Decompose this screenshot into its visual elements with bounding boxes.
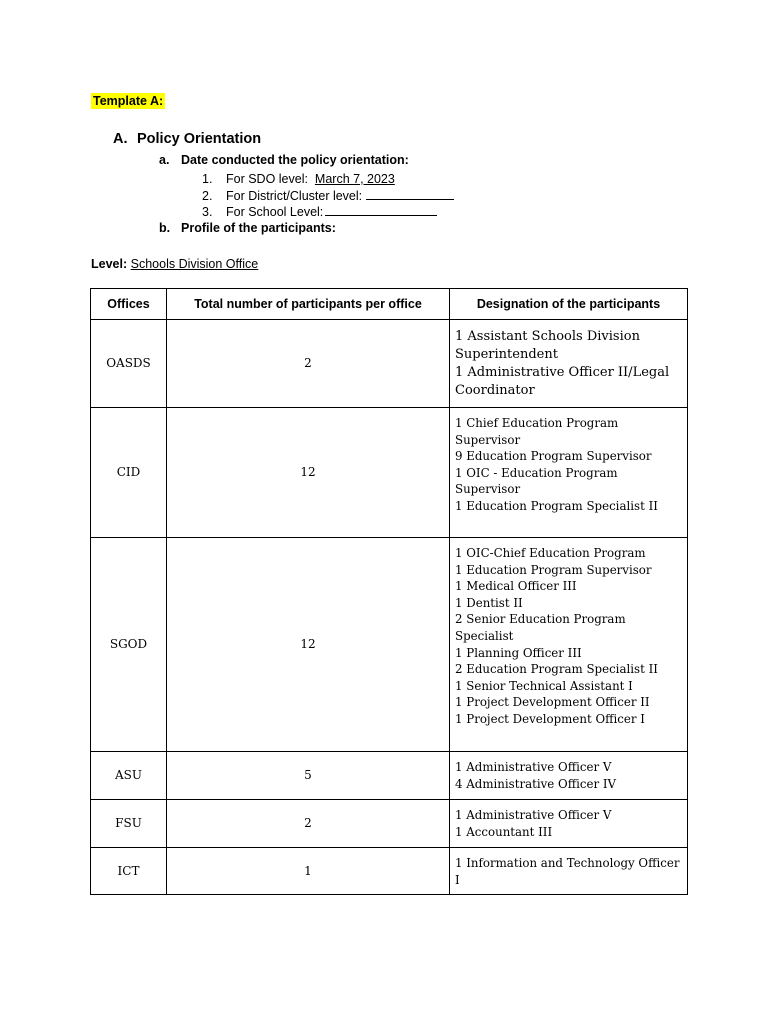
participants-table <box>90 288 688 895</box>
designation-line: 1 OIC - Education Program Supervisor <box>455 465 618 497</box>
designation-line: 1 Accountant III <box>455 824 553 839</box>
designation-line: 1 Project Development Officer II <box>455 695 650 710</box>
office-cell: OASDS <box>91 320 167 408</box>
office-cell: FSU <box>91 800 167 848</box>
date-item-school <box>202 204 454 221</box>
office-cell: SGOD <box>91 538 167 752</box>
total-cell: 5 <box>167 752 450 800</box>
designation-line: 1 Medical Officer III <box>455 579 577 594</box>
designation-line: 1 Administrative Officer V <box>455 760 612 774</box>
item-label: For School Level: <box>226 205 324 219</box>
designation-line: 1 OIC-Chief Education Program <box>455 546 646 560</box>
designation-cell <box>450 848 688 895</box>
item-label: For District/Cluster level: <box>226 188 363 203</box>
level-label: Level: <box>91 257 128 271</box>
table-row <box>91 800 688 848</box>
designation-line: 1 Education Program Supervisor <box>455 562 652 577</box>
designation-line: 1 Senior Technical Assistant I <box>455 678 633 693</box>
table-header-row <box>91 289 688 320</box>
designation-line: 4 Administrative Officer IV <box>455 776 617 791</box>
designation-line: 1 Administrative Officer II/Legal Coordinator <box>455 365 670 398</box>
office-cell: ASU <box>91 752 167 800</box>
designation-line: 1 Chief Education Program Supervisor <box>455 416 619 447</box>
date-items-list <box>202 171 454 221</box>
total-cell: 12 <box>167 538 450 752</box>
designation-line: 1 Planning Officer III <box>455 645 582 660</box>
subsection-a-title: Date conducted the policy orientation: <box>181 153 409 167</box>
level-line <box>91 257 258 271</box>
designation-line: 9 Education Program Supervisor <box>455 449 652 464</box>
designation-line: 1 Administrative Officer V <box>455 808 612 822</box>
office-cell: ICT <box>91 848 167 895</box>
table-row <box>91 408 688 538</box>
subsection-b-title: Profile of the participants: <box>181 221 336 235</box>
total-cell: 2 <box>167 320 450 408</box>
item-number: 2. <box>202 188 213 203</box>
header-designation: Designation of the participants <box>450 289 688 320</box>
designation-cell <box>450 800 688 848</box>
office-cell: CID <box>91 408 167 538</box>
template-label: Template A: <box>93 94 164 108</box>
total-cell: 1 <box>167 848 450 895</box>
designation-line: 2 Senior Education Program Specialist <box>455 612 626 643</box>
subsection-b-heading <box>159 221 336 235</box>
designation-cell <box>450 408 688 538</box>
district-date-blank <box>366 188 454 200</box>
table-row <box>91 320 688 408</box>
date-item-sdo <box>202 171 454 188</box>
designation-line: 1 Project Development Officer I <box>455 711 645 726</box>
designation-line: 2 Education Program Specialist II <box>455 662 658 677</box>
date-item-district <box>202 188 454 205</box>
designation-line: 1 Information and Technology Officer I <box>455 856 680 887</box>
subsection-b-letter: b. <box>159 221 171 235</box>
section-title: Policy Orientation <box>137 131 262 147</box>
school-date-blank <box>325 204 437 216</box>
level-value: Schools Division Office <box>130 257 259 271</box>
designation-line: 1 Dentist II <box>455 595 523 610</box>
item-label: For SDO level: <box>226 172 308 186</box>
header-total: Total number of participants per office <box>167 289 450 320</box>
total-cell: 2 <box>167 800 450 848</box>
table-row <box>91 752 688 800</box>
designation-cell <box>450 320 688 408</box>
table-row <box>91 538 688 752</box>
designation-cell <box>450 752 688 800</box>
total-cell: 12 <box>167 408 450 538</box>
section-letter: A. <box>113 131 128 147</box>
subsection-a-letter: a. <box>159 153 170 167</box>
designation-cell <box>450 538 688 752</box>
subsection-a-heading <box>159 153 409 167</box>
designation-line: 1 Assistant Schools Division Superintendent <box>455 329 640 362</box>
header-offices: Offices <box>91 289 167 320</box>
table-row <box>91 848 688 895</box>
section-heading <box>113 131 261 147</box>
sdo-date-value: March 7, 2023 <box>314 172 395 186</box>
item-number: 3. <box>202 205 213 219</box>
designation-line: 1 Education Program Specialist II <box>455 498 658 513</box>
item-number: 1. <box>202 172 213 186</box>
